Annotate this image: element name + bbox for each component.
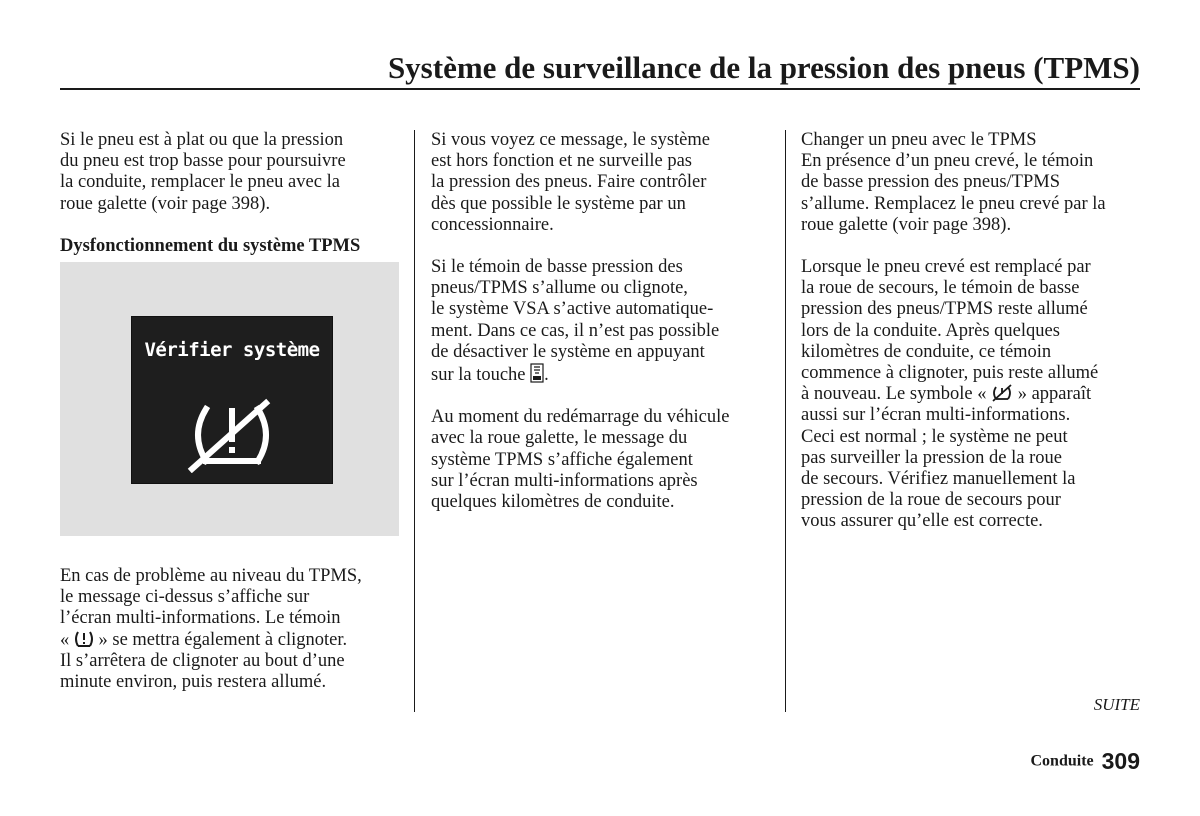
page-title: Système de surveillance de la pression des pneus (TPMS) — [387, 50, 1140, 85]
column-2 — [431, 130, 776, 513]
col1-p2-text-b: » se mettra également à clignoter. Il s’arrêtera de clignoter au bout d’une minute environ, puis restera allumé. — [60, 629, 348, 693]
continued-label: SUITE — [1093, 695, 1140, 714]
tire-pressure-crossed-icon — [991, 384, 1013, 402]
col2-paragraph-1: Si vous voyez ce message, le système est hors fonction et ne surveille pas la pression des pneus. Faire contrôler dès que possible le système par un concessionnaire. — [431, 130, 710, 235]
col3-paragraph-1: Changer un pneu avec le TPMS En présence d’un pneu crevé, le témoin de basse pression des pneus/TPMS s’allume. Remplacez le pneu crevé par la roue galette (voir page 398). — [801, 130, 1106, 235]
col1-p2-text-a: En cas de problème au niveau du TPMS, le message ci-dessus s’affiche sur l’écran multi-informations. Le témoin « — [60, 566, 362, 650]
tire-pressure-warning-icon — [74, 630, 94, 648]
col3-paragraph-2 — [801, 257, 1141, 533]
page-footer — [1031, 748, 1141, 775]
column-3 — [801, 130, 1141, 533]
title-rule — [60, 88, 1140, 90]
column-1 — [60, 130, 402, 257]
col2-paragraph-3: Au moment du redémarrage du véhicule avec la roue galette, le message du système TPMS s’affiche également sur l’écran multi-informations après quelques kilomètres de conduite. — [431, 407, 730, 513]
vsa-off-button-icon — [530, 363, 544, 383]
col3-p2-text-b: » apparaît aussi sur l’écran multi-informations. Ceci est normal ; le système ne peut pas surveiller la pression de la roue de secours. Vérifiez manuellement la pression de la roue de secours pour vous assurer qu’elle est correcte. — [801, 384, 1092, 532]
tpms-crossed-icon — [184, 397, 280, 473]
section-heading: Dysfonctionnement du système TPMS — [60, 235, 361, 256]
page-number: 309 — [1101, 748, 1140, 774]
multi-info-display — [131, 316, 333, 484]
column-divider — [785, 130, 786, 712]
col2-p2-text-b: . — [544, 365, 549, 386]
col1-intro-paragraph: Si le pneu est à plat ou que la pression du pneu est trop basse pour poursuivre la conduite, remplacer le pneu avec la roue galette (voir page 398). — [60, 130, 346, 214]
col1-malfunction-paragraph — [60, 566, 405, 693]
display-illustration — [60, 262, 399, 536]
col3-p2-text-a: Lorsque le pneu crevé est remplacé par la roue de secours, le témoin de basse pression des pneus/TPMS reste allumé lors de la conduite. Après quelques kilomètres de conduite, ce témoin commence à clignoter, puis reste allumé à nouveau. Le symbole « — [801, 257, 1099, 405]
col2-p2-text-a: Si le témoin de basse pression des pneus/TPMS s’allume ou clignote, le système VSA s’active automatique- ment. Dans ce cas, il n’est pas possible de désactiver le système en appuyant sur la touche — [431, 257, 720, 386]
section-name: Conduite — [1030, 752, 1094, 770]
column-divider — [414, 130, 415, 712]
display-message: Vérifier système — [144, 339, 320, 361]
col1-malfunction-paragraph-block — [60, 566, 405, 693]
col2-paragraph-2 — [431, 257, 776, 386]
